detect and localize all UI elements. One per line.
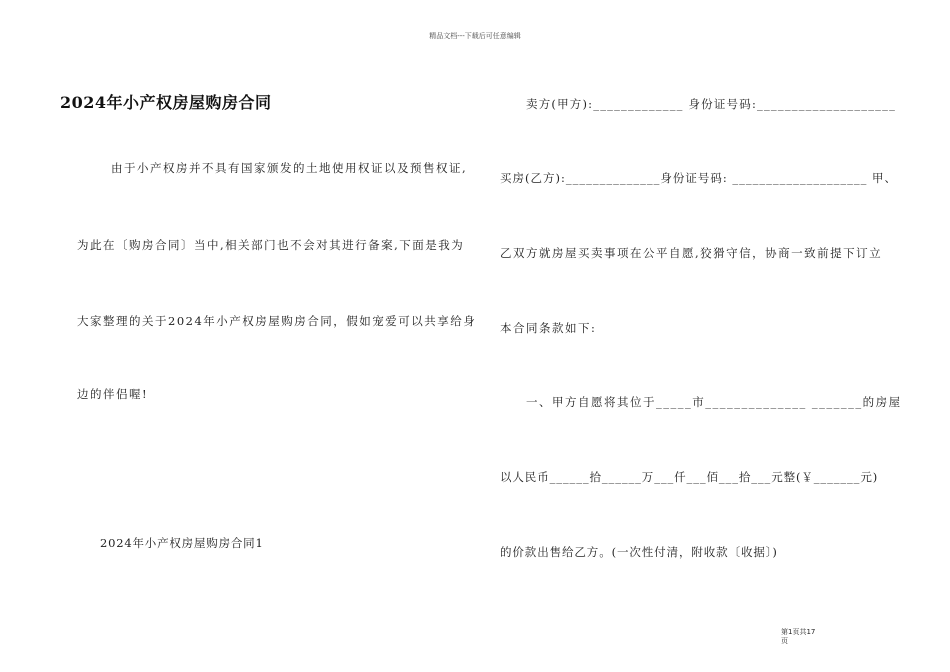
intro-line-2: 为此在〔购房合同〕当中,相关部门也不会对其进行备案,下面是我为 xyxy=(77,238,465,252)
clause-1-line-3: 的价款出售给乙方。(一次性付清，附收款〔收据〕) xyxy=(500,545,778,559)
document-title: 2024年小产权房屋购房合同 xyxy=(60,93,272,112)
intro-line-1: 由于小产权房并不具有国家颁发的土地使用权证以及预售权证, xyxy=(111,161,468,175)
page-header: 精品文档---下载后可任意编辑 xyxy=(429,32,521,40)
agreement-line: 乙双方就房屋买卖事项在公平自愿,狡猾守信，协商一致前提下订立 xyxy=(500,246,883,260)
page-number-line-1: 第1页共17 xyxy=(781,628,816,636)
intro-line-4: 边的伴侣喔! xyxy=(77,387,149,401)
page-number xyxy=(781,628,833,646)
clauses-intro-line: 本合同条款如下: xyxy=(500,321,597,335)
intro-line-3: 大家整理的关于2024年小产权房屋购房合同，假如宠爱可以共享给身 xyxy=(77,314,477,328)
clause-1-line-2: 以人民币______拾______万___仟___佰___拾___元整(￥_______元) xyxy=(500,470,879,484)
seller-line: 卖方(甲方):_____________ 身份证号码:____________________ xyxy=(526,97,897,111)
contract-subtitle: 2024年小产权房屋购房合同1 xyxy=(100,536,264,550)
clause-1-line-1: 一、甲方自愿将其位于_____市______________ _______的房屋 xyxy=(526,395,902,409)
page-number-line-2: 页 xyxy=(781,637,788,645)
buyer-line: 买房(乙方):______________身份证号码: ____________________ 甲、 xyxy=(500,171,898,185)
